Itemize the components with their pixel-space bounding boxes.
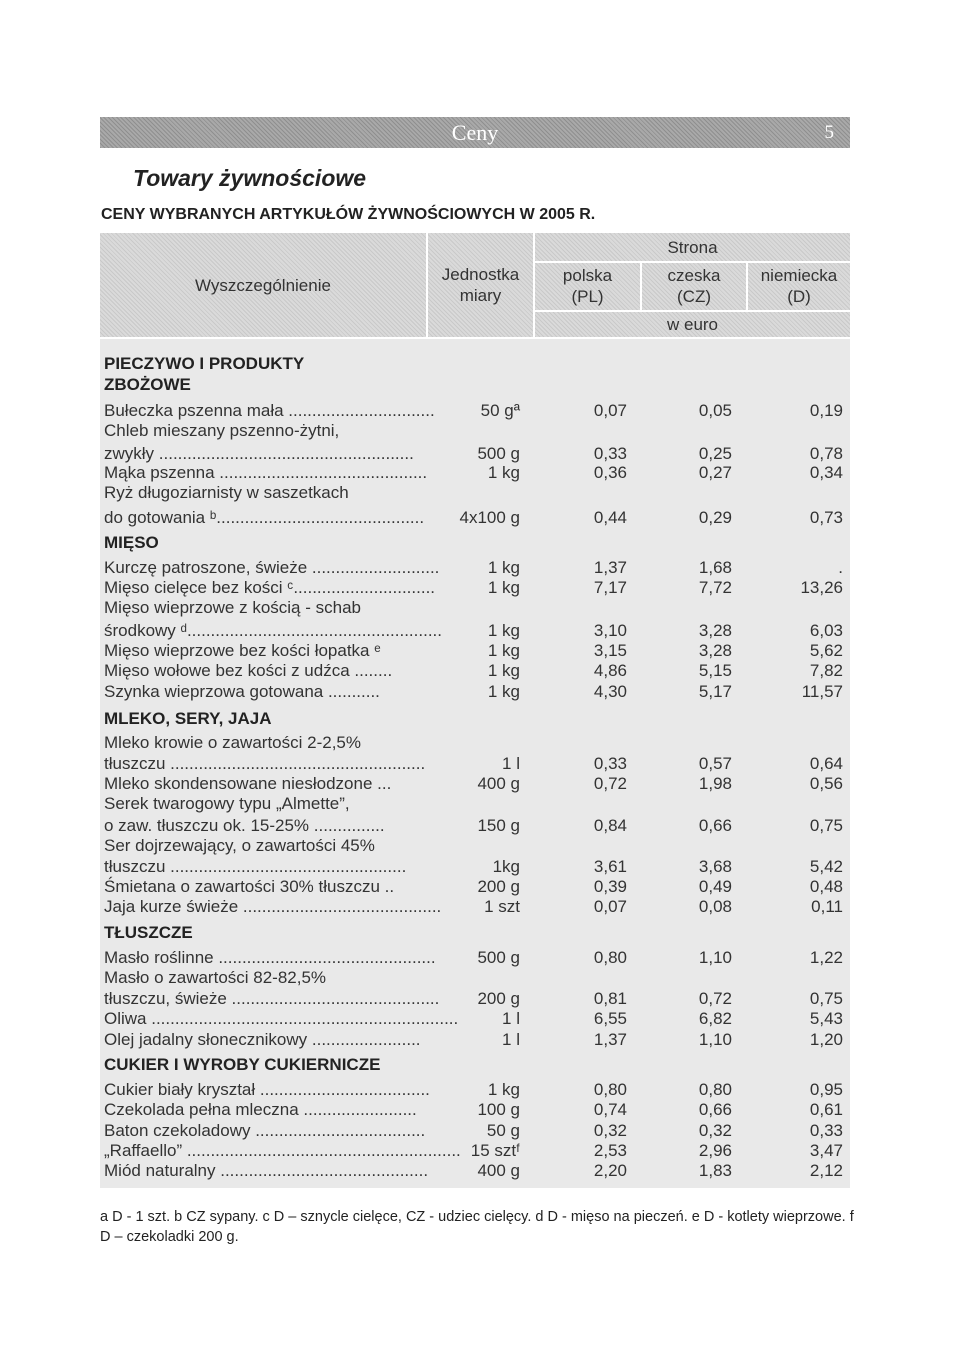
price-de: 0,78 [809,444,843,463]
item-name: Mięso cielęce bez kości ᶜ.............................. [104,578,436,597]
header-pl-label-1: polska [562,266,613,285]
unit-cell: 1 l [502,754,520,773]
item-name: Masło o zawartości 82-82,5% [104,968,327,987]
table-row [0,1079,960,1100]
item-name: tłuszczu ...................................................... [104,754,426,773]
price-cz: 0,66 [698,1100,732,1119]
item-name: Serek twarogowy typu „Almette”, [104,794,350,813]
price-pl: 1,37 [593,1030,627,1049]
price-pl: 0,84 [593,816,627,835]
unit-cell: 1 kg [487,621,520,640]
table-row [0,1099,960,1120]
item-name: Mięso wieprzowe bez kości łopatka ᵉ [104,641,381,660]
item-name: Mąka pszenna ............................................ [104,463,428,482]
price-pl: 0,32 [593,1121,627,1140]
unit-cell: 1 l [502,1030,520,1049]
header-de-label-1: niemiecka [760,266,838,285]
price-cz: 5,15 [698,661,732,680]
table-row [0,1008,960,1029]
price-de: 0,73 [809,508,843,527]
price-pl: 0,33 [593,754,627,773]
price-pl: 0,36 [593,463,627,482]
item-name: Szynka wieprzowa gotowana ........... [104,682,380,701]
unit-cell: 1 kg [487,1080,520,1099]
table-row [0,876,960,897]
price-de: 0,61 [809,1100,843,1119]
price-de: 0,64 [809,754,843,773]
price-de: 0,19 [809,401,843,420]
unit-cell: 200 g [477,877,520,896]
unit-cell: 15 sztᶠ [470,1141,520,1160]
price-de: 6,03 [809,621,843,640]
price-de: 0,33 [809,1121,843,1140]
item-name: Mięso wieprzowe z kością - schab [104,598,361,617]
price-cz: 0,08 [698,897,732,916]
header-cz-label-2: (CZ) [677,287,711,306]
page-header-banner [100,117,850,148]
unit-cell: 200 g [477,989,520,1008]
header-unit-label-1: Jednostka [441,265,520,284]
price-cz: 0,27 [698,463,732,482]
price-cz: 1,68 [698,558,732,577]
unit-cell: 500 g [477,444,520,463]
price-cz: 6,82 [698,1009,732,1028]
table-row [0,1120,960,1141]
category-row [0,374,960,395]
category-row [0,922,960,943]
price-cz: 0,49 [698,877,732,896]
price-de: 5,43 [809,1009,843,1028]
price-pl: 0,33 [593,444,627,463]
unit-cell: 1 kg [487,558,520,577]
price-cz: 3,28 [698,621,732,640]
table-row [0,660,960,681]
unit-cell: 1 kg [487,463,520,482]
item-name: Oliwa ................................................................. [104,1009,459,1028]
item-name: tłuszczu, świeże ............................................ [104,989,440,1008]
price-de: 5,62 [809,641,843,660]
table-row [0,988,960,1009]
price-cz: 0,72 [698,989,732,1008]
page-number: 5 [824,122,834,143]
price-pl: 0,72 [593,774,627,793]
table-row [0,557,960,578]
item-name: środkowy ᵈ...................................................... [104,621,442,640]
unit-cell: 1 kg [487,661,520,680]
item-name: Kurczę patroszone, świeże ........................... [104,558,440,577]
unit-cell: 500 g [477,948,520,967]
price-pl: 0,07 [593,897,627,916]
price-de: 0,34 [809,463,843,482]
item-name: Olej jadalny słonecznikowy ....................... [104,1030,421,1049]
item-name: Mleko skondensowane niesłodzone ... [104,774,392,793]
table-row [0,640,960,661]
price-de: 0,48 [809,877,843,896]
table-row [0,597,960,618]
category-row [0,708,960,729]
table-row [0,620,960,641]
price-pl: 7,17 [593,578,627,597]
table-row [0,482,960,503]
header-de-label-2: (D) [787,287,811,306]
table-title: CENY WYBRANYCH ARTYKUŁÓW ŻYWNOŚCIOWYCH W 2005 R. [101,206,596,223]
table-row [0,947,960,968]
table-row [0,681,960,702]
price-pl: 3,15 [593,641,627,660]
price-cz: 1,98 [698,774,732,793]
item-name: Mleko krowie o zawartości 2-2,5% [104,733,361,752]
item-name: do gotowania ᵇ............................................ [104,508,425,527]
price-pl: 1,37 [593,558,627,577]
item-name: Czekolada pełna mleczna ........................ [104,1100,417,1119]
price-pl: 4,86 [593,661,627,680]
item-name: ZBOŻOWE [104,375,191,394]
item-name: Baton czekoladowy .................................... [104,1121,426,1140]
price-cz: 1,83 [698,1161,732,1180]
item-name: tłuszczu .................................................. [104,857,407,876]
table-row [0,507,960,528]
price-pl: 0,81 [593,989,627,1008]
header-unit-label-2: miary [459,286,502,305]
item-name: „Raffaello” .......................................................... [104,1141,461,1160]
price-pl: 0,07 [593,401,627,420]
table-row [0,732,960,753]
category-row [0,353,960,374]
item-name: Ser dojrzewający, o zawartości 45% [104,836,375,855]
table-row [0,856,960,877]
price-cz: 2,96 [698,1141,732,1160]
price-de: 0,95 [809,1080,843,1099]
item-name: Mięso wołowe bez kości z udźca ........ [104,661,393,680]
price-pl: 3,61 [593,857,627,876]
unit-cell: 1 l [502,1009,520,1028]
table-row [0,835,960,856]
price-cz: 0,05 [698,401,732,420]
unit-cell: 150 g [477,816,520,835]
item-name: PIECZYWO I PRODUKTY [104,354,305,373]
price-cz: 3,68 [698,857,732,876]
table-row [0,793,960,814]
price-de: . [838,558,843,577]
item-name: Cukier biały kryształ .................................... [104,1080,430,1099]
item-name: MLEKO, SERY, JAJA [104,709,272,728]
unit-cell: 1 szt [484,897,520,916]
header-cz-label-1: czeska [667,266,721,285]
item-name: TŁUSZCZE [104,923,193,942]
price-pl: 3,10 [593,621,627,640]
price-pl: 0,80 [593,948,627,967]
item-name: Miód naturalny ............................................ [104,1161,429,1180]
price-de: 2,12 [809,1161,843,1180]
item-name: Ryż długoziarnisty w saszetkach [104,483,349,502]
price-cz: 3,28 [698,641,732,660]
header-currency-label: w euro [666,315,719,334]
price-cz: 0,80 [698,1080,732,1099]
price-de: 3,47 [809,1141,843,1160]
unit-cell: 100 g [477,1100,520,1119]
unit-cell: 1kg [492,857,520,876]
price-pl: 2,20 [593,1161,627,1180]
price-cz: 0,29 [698,508,732,527]
item-name: CUKIER I WYROBY CUKIERNICZE [104,1055,381,1074]
price-cz: 5,17 [698,682,732,701]
price-de: 11,57 [801,682,843,701]
unit-cell: 1 kg [487,578,520,597]
unit-cell: 50 gª [480,401,520,420]
table-row [0,400,960,421]
price-cz: 0,25 [698,444,732,463]
item-name: Bułeczka pszenna mała ............................... [104,401,435,420]
item-name: Masło roślinne .............................................. [104,948,436,967]
unit-cell: 400 g [477,1161,520,1180]
table-row [0,1029,960,1050]
price-pl: 6,55 [593,1009,627,1028]
unit-cell: 50 g [486,1121,520,1140]
unit-cell: 1 kg [487,641,520,660]
price-pl: 0,39 [593,877,627,896]
price-pl: 2,53 [593,1141,627,1160]
item-name: MIĘSO [104,533,159,552]
price-de: 5,42 [809,857,843,876]
table-row [0,420,960,441]
price-pl: 0,44 [593,508,627,527]
price-pl: 4,30 [593,682,627,701]
unit-cell: 4x100 g [459,508,520,527]
price-de: 0,75 [809,989,843,1008]
table-row [0,967,960,988]
price-cz: 0,66 [698,816,732,835]
price-cz: 0,57 [698,754,732,773]
item-name: Jaja kurze świeże .......................................... [104,897,442,916]
header-item-label: Wyszczególnienie [195,276,331,295]
price-de: 0,56 [809,774,843,793]
header-group-label: Strona [667,238,718,257]
price-de: 1,22 [809,948,843,967]
footnote: a D - 1 szt. b CZ sypany. c D – sznycle cielęce, CZ - udziec cielęcy. d D - mięso na pieczeń. e D - kotlety wieprzowe. f D – czekoladki 200 g. [100,1209,854,1245]
table-row [0,896,960,917]
unit-cell: 400 g [477,774,520,793]
table-row [0,1160,960,1181]
price-de: 7,82 [809,661,843,680]
price-cz: 1,10 [698,1030,732,1049]
table-row [0,815,960,836]
price-de: 0,75 [809,816,843,835]
price-cz: 1,10 [698,948,732,967]
chapter-title: Ceny [451,120,499,145]
item-name: zwykły ...................................................... [104,444,414,463]
header-pl-label-2: (PL) [571,287,604,306]
table-row [0,753,960,774]
item-name: o zaw. tłuszczu ok. 15-25% ............... [104,816,385,835]
price-pl: 0,80 [593,1080,627,1099]
price-de: 0,11 [811,897,843,916]
item-name: Śmietana o zawartości 30% tłuszczu .. [104,877,395,896]
price-cz: 0,32 [698,1121,732,1140]
unit-cell: 1 kg [487,682,520,701]
table-row [0,443,960,464]
table-row [0,1140,960,1161]
section-title: Towary żywnościowe [133,165,367,191]
price-pl: 0,74 [593,1100,627,1119]
table-row [0,773,960,794]
price-cz: 7,72 [698,578,732,597]
category-row [0,532,960,553]
price-de: 13,26 [800,578,843,597]
table-row [0,577,960,598]
category-row [0,1054,960,1075]
price-de: 1,20 [809,1030,843,1049]
item-name: Chleb mieszany pszenno-żytni, [104,421,340,440]
table-row [0,462,960,483]
